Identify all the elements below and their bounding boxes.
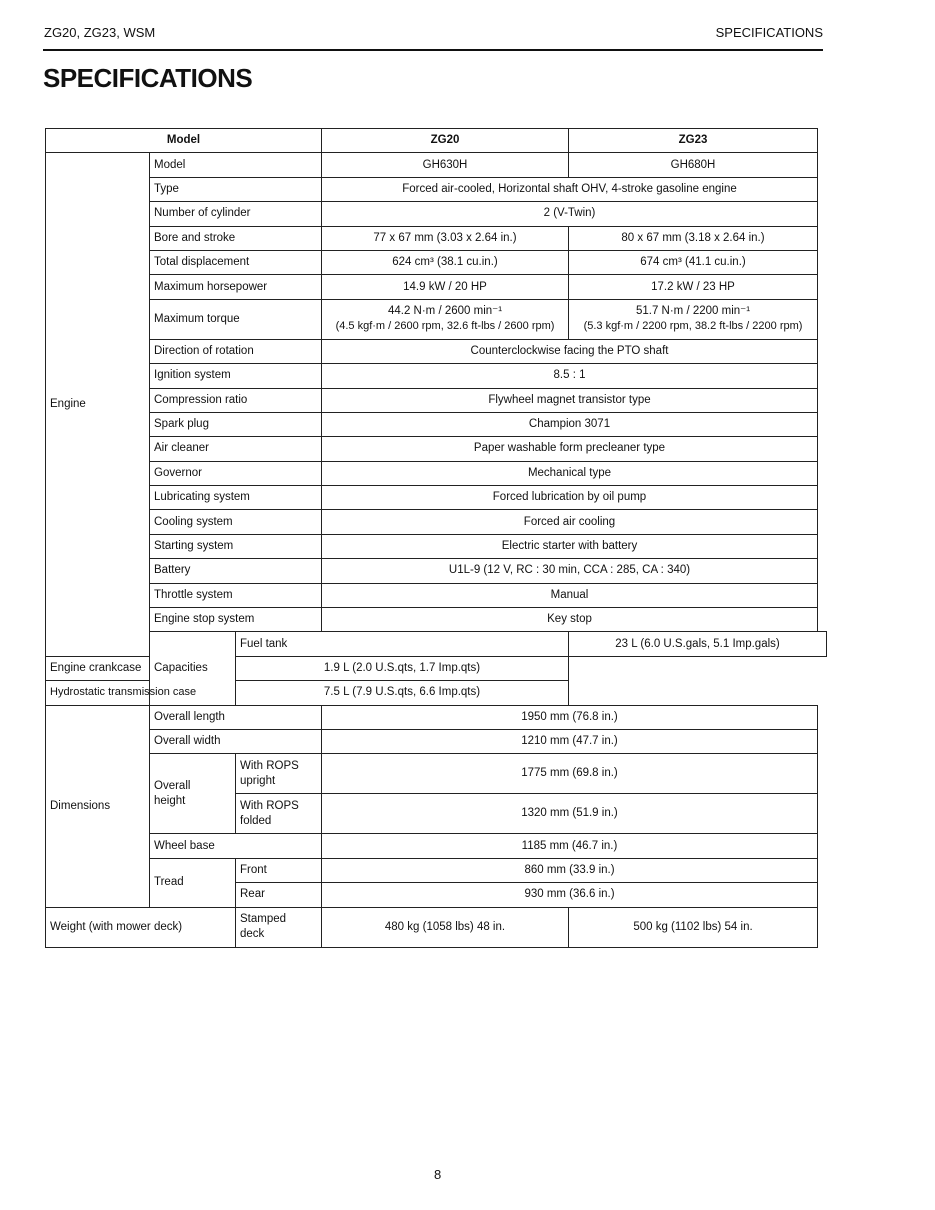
table-row (46, 486, 827, 510)
value-cell: Forced lubrication by oil pump (322, 486, 818, 510)
table-row (46, 729, 827, 753)
group-engine: Engine (46, 153, 150, 656)
specifications-table (45, 128, 827, 948)
header-model-cell: Model (46, 129, 322, 153)
stamped-deck-label: Stamped deck (236, 907, 322, 947)
weight-label: Weight (with mower deck) (46, 907, 236, 947)
value-cell: 8.5 : 1 (322, 364, 818, 388)
table-row (46, 461, 827, 485)
table-row (46, 437, 827, 461)
table-row (46, 153, 827, 177)
rops-folded-label: With ROPS folded (236, 794, 322, 834)
row-label: Spark plug (150, 412, 322, 436)
table-row (46, 559, 827, 583)
row-label: Engine stop system (150, 608, 322, 632)
value-cell: Forced air cooling (322, 510, 818, 534)
table-row (46, 177, 827, 201)
value-cell (322, 299, 569, 339)
value-cell: 1185 mm (46.7 in.) (322, 834, 818, 858)
row-label: Type (150, 177, 322, 201)
value-cell: 1210 mm (47.7 in.) (322, 729, 818, 753)
row-label: Throttle system (150, 583, 322, 607)
row-label: Model (150, 153, 322, 177)
value-cell: 7.5 L (7.9 U.S.qts, 6.6 Imp.qts) (236, 681, 569, 705)
row-label: Compression ratio (150, 388, 322, 412)
torque-zg23-line-1: 51.7 N·m / 2200 min⁻¹ (635, 305, 751, 318)
value-cell: 480 kg (1058 lbs) 48 in. (322, 907, 569, 947)
value-cell: 23 L (6.0 U.S.gals, 5.1 Imp.gals) (569, 632, 827, 656)
value-cell: 674 cm³ (41.1 cu.in.) (569, 250, 818, 274)
page-number: 8 (434, 1167, 442, 1182)
table-row (46, 834, 827, 858)
row-label: Total displacement (150, 250, 322, 274)
row-label: Bore and stroke (150, 226, 322, 250)
table-row (46, 202, 827, 226)
row-label: Ignition system (150, 364, 322, 388)
row-label: Maximum horsepower (150, 275, 322, 299)
row-label: Engine crankcase (46, 656, 236, 680)
value-cell: Mechanical type (322, 461, 818, 485)
value-cell: 1320 mm (51.9 in.) (322, 794, 818, 834)
table-row (46, 412, 827, 436)
value-cell: 77 x 67 mm (3.03 x 2.64 in.) (322, 226, 569, 250)
table-row (46, 583, 827, 607)
torque-zg20-line-1: 44.2 N·m / 2600 min⁻¹ (387, 305, 503, 318)
row-label: Lubricating system (150, 486, 322, 510)
row-label: Wheel base (150, 834, 322, 858)
table-row (46, 250, 827, 274)
table-row (46, 858, 827, 882)
value-cell: 624 cm³ (38.1 cu.in.) (322, 250, 569, 274)
row-label: Overall width (150, 729, 322, 753)
row-label: Air cleaner (150, 437, 322, 461)
header-model-text: ZG20, ZG23, WSM (44, 25, 156, 40)
table-row (46, 388, 827, 412)
table-row (46, 299, 827, 339)
value-cell: U1L-9 (12 V, RC : 30 min, CCA : 285, CA : 340) (322, 559, 818, 583)
row-label: Direction of rotation (150, 339, 322, 363)
value-cell: Forced air-cooled, Horizontal shaft OHV, 4-stroke gasoline engine (322, 177, 818, 201)
table-header-row (46, 129, 827, 153)
table-row (46, 510, 827, 534)
tread-front-label: Front (236, 858, 322, 882)
tread-label: Tread (150, 858, 236, 907)
value-cell: 1950 mm (76.8 in.) (322, 705, 818, 729)
rops-upright-label: With ROPS upright (236, 754, 322, 794)
header-rule (43, 49, 823, 51)
row-label: Starting system (150, 534, 322, 558)
row-label: Governor (150, 461, 322, 485)
value-cell: 80 x 67 mm (3.18 x 2.64 in.) (569, 226, 818, 250)
table-row (46, 754, 827, 794)
value-cell: Flywheel magnet transistor type (322, 388, 818, 412)
table-row (46, 907, 827, 947)
header-zg20-cell: ZG20 (322, 129, 569, 153)
value-cell: Champion 3071 (322, 412, 818, 436)
value-cell: 14.9 kW / 20 HP (322, 275, 569, 299)
value-cell: Electric starter with battery (322, 534, 818, 558)
value-cell: 1775 mm (69.8 in.) (322, 754, 818, 794)
table-row (46, 275, 827, 299)
value-cell: Counterclockwise facing the PTO shaft (322, 339, 818, 363)
value-cell: 2 (V-Twin) (322, 202, 818, 226)
page-title: SPECIFICATIONS (43, 63, 253, 93)
torque-zg23-line-2: (5.3 kgf·m / 2200 rpm, 38.2 ft-lbs / 2200 rpm) (583, 320, 803, 333)
value-cell: 860 mm (33.9 in.) (322, 858, 818, 882)
overall-height-label: Overall height (150, 754, 236, 834)
table-row (46, 632, 827, 656)
row-label: Maximum torque (150, 299, 322, 339)
header-section-text: SPECIFICATIONS (715, 25, 823, 40)
value-cell: 930 mm (36.6 in.) (322, 883, 818, 907)
value-cell: Paper washable form precleaner type (322, 437, 818, 461)
table-row (46, 608, 827, 632)
table-row (46, 226, 827, 250)
table-row (46, 534, 827, 558)
header-zg23-cell: ZG23 (569, 129, 818, 153)
row-label: Overall length (150, 705, 322, 729)
table-row (46, 681, 827, 705)
table-row (46, 364, 827, 388)
value-cell: GH630H (322, 153, 569, 177)
tread-rear-label: Rear (236, 883, 322, 907)
group-capacities: Capacities (150, 632, 236, 705)
table-row (46, 705, 827, 729)
value-cell: 17.2 kW / 23 HP (569, 275, 818, 299)
row-label: Cooling system (150, 510, 322, 534)
value-cell (569, 299, 818, 339)
value-cell: Manual (322, 583, 818, 607)
table-row (46, 339, 827, 363)
row-label: Hydrostatic transmission case (46, 681, 236, 705)
value-cell: 500 kg (1102 lbs) 54 in. (569, 907, 818, 947)
row-label: Number of cylinder (150, 202, 322, 226)
value-cell: GH680H (569, 153, 818, 177)
row-label: Fuel tank (236, 632, 569, 656)
value-cell: Key stop (322, 608, 818, 632)
value-cell: 1.9 L (2.0 U.S.qts, 1.7 Imp.qts) (236, 656, 569, 680)
torque-zg20-line-2: (4.5 kgf·m / 2600 rpm, 32.6 ft-lbs / 2600 rpm) (335, 320, 555, 333)
row-label: Battery (150, 559, 322, 583)
group-dimensions: Dimensions (46, 705, 150, 907)
